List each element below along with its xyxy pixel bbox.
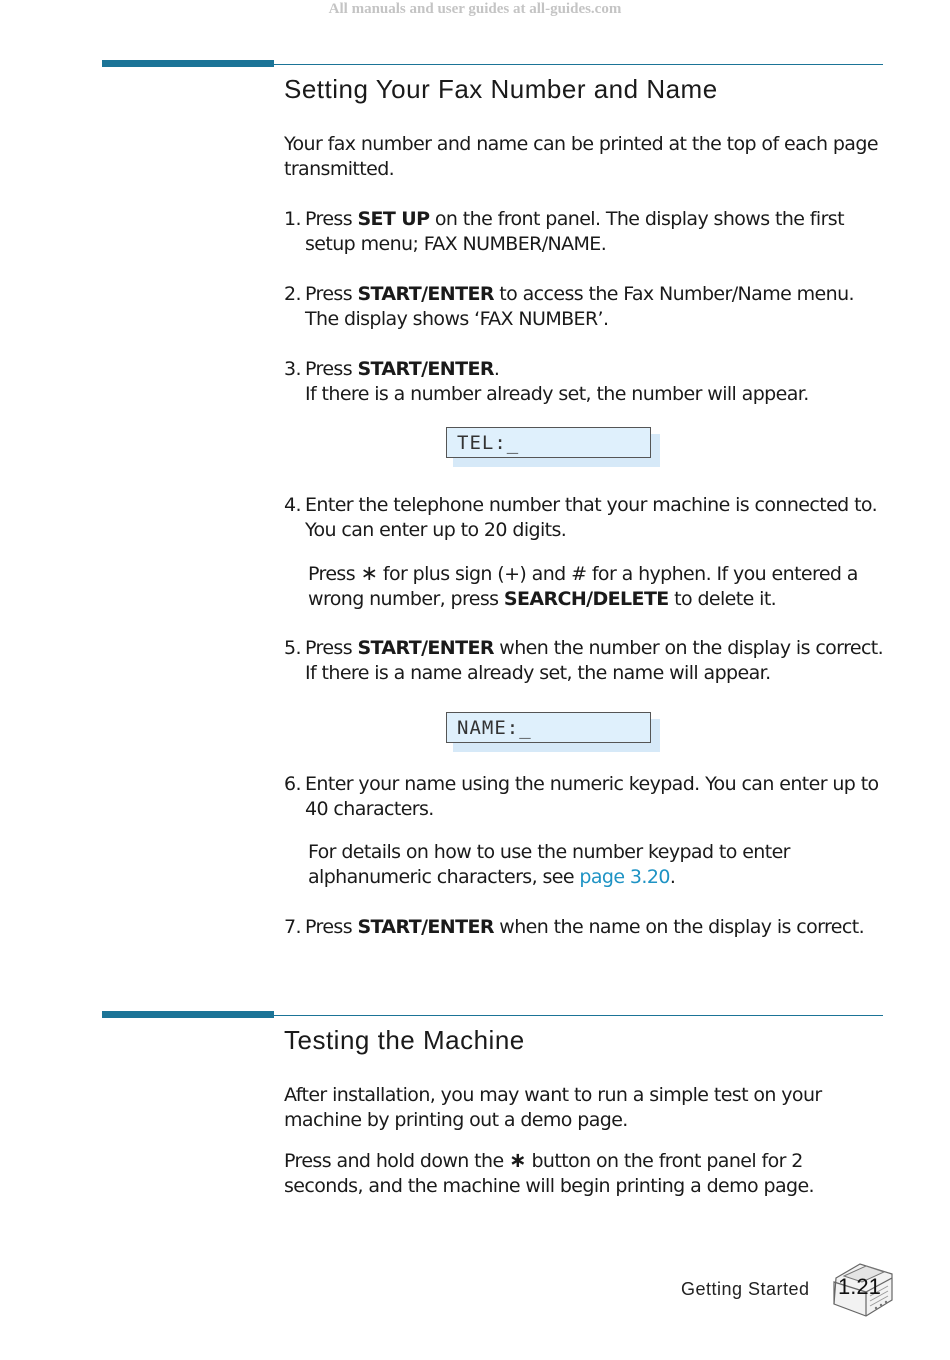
section-title: Setting Your Fax Number and Name	[284, 74, 718, 104]
step-number: 4.	[284, 494, 301, 516]
page-number: 1.21	[838, 1274, 881, 1299]
test-paragraph-2	[284, 1148, 884, 1199]
key-label: START/ENTER	[357, 358, 494, 380]
step-text: when the name on the display is correct.	[493, 916, 865, 938]
note-text: Press	[308, 563, 361, 585]
step-text: .	[493, 358, 500, 380]
step-number: 7.	[284, 916, 301, 938]
step-number: 3.	[284, 358, 301, 380]
page-link[interactable]: page 3.20	[579, 866, 670, 888]
step-text: Press	[305, 208, 358, 230]
key-label: SET UP	[357, 208, 430, 230]
star-icon: ∗	[360, 561, 378, 585]
step-text: Press	[305, 358, 358, 380]
step-text: Enter the telephone number that your machine is connected to. You can enter up to 20 digits.	[305, 494, 878, 541]
lcd-text: NAME:_	[446, 712, 651, 743]
test-paragraph-1: After installation, you may want to run a simple test on your machine by printing out a demo page.	[284, 1084, 822, 1131]
key-label: SEARCH/DELETE	[503, 588, 669, 610]
step-7	[284, 915, 884, 940]
para-text: Press and hold down the	[284, 1150, 510, 1172]
step-text-line2: The display shows ‘FAX NUMBER’.	[305, 308, 609, 330]
section-rule-thin	[274, 64, 883, 65]
note-text: to delete it.	[668, 588, 777, 610]
star-icon: ∗	[509, 1148, 527, 1172]
step-text: Enter your name using the numeric keypad. You can enter up to 40 characters.	[305, 773, 879, 820]
note-text: For details on how to use the number keypad to enter alphanumeric characters, see	[308, 841, 790, 888]
section-rule-thin	[274, 1015, 883, 1016]
step-1	[284, 207, 884, 257]
step-text: Press	[305, 283, 358, 305]
step-6	[284, 772, 884, 822]
lcd-text: TEL:_	[446, 427, 651, 458]
step-5	[284, 636, 884, 686]
chapter-label: Getting Started	[681, 1279, 810, 1299]
key-label: START/ENTER	[357, 283, 494, 305]
step-text: on the front panel. The display shows the first setup menu; FAX NUMBER/NAME.	[305, 208, 844, 255]
step-text: Press	[305, 637, 358, 659]
para-text: button on the front panel for 2 seconds, and the machine will begin printing a demo page.	[284, 1150, 814, 1197]
lcd-display-name	[446, 712, 662, 752]
intro-paragraph: Your fax number and name can be printed at the top of each page transmitted.	[284, 133, 878, 180]
step-number: 2.	[284, 283, 301, 305]
section-title: Testing the Machine	[284, 1025, 525, 1055]
step-text: Press	[305, 916, 358, 938]
lcd-display-tel	[446, 427, 662, 467]
step-4	[284, 493, 884, 543]
step-text: to access the Fax Number/Name menu.	[493, 283, 854, 305]
note-text: for plus sign (+) and # for a hyphen. If you entered a wrong number, press	[308, 563, 858, 610]
note-text: .	[669, 866, 676, 888]
step-number: 1.	[284, 208, 301, 230]
step-2	[284, 282, 884, 332]
step-text: when the number on the display is correct.	[493, 637, 884, 659]
key-label: START/ENTER	[357, 637, 494, 659]
section-rule-thick	[102, 60, 274, 67]
key-label: START/ENTER	[357, 916, 494, 938]
watermark: All manuals and user guides at all-guides.com	[328, 1, 622, 17]
step-text-line2: If there is a number already set, the number will appear.	[305, 383, 809, 405]
note-step-4	[308, 561, 888, 612]
step-text-line2: If there is a name already set, the name will appear.	[305, 662, 771, 684]
step-number: 6.	[284, 773, 301, 795]
note-step-6	[308, 840, 888, 890]
step-3	[284, 357, 884, 407]
step-number: 5.	[284, 637, 301, 659]
section-rule-thick	[102, 1011, 274, 1018]
